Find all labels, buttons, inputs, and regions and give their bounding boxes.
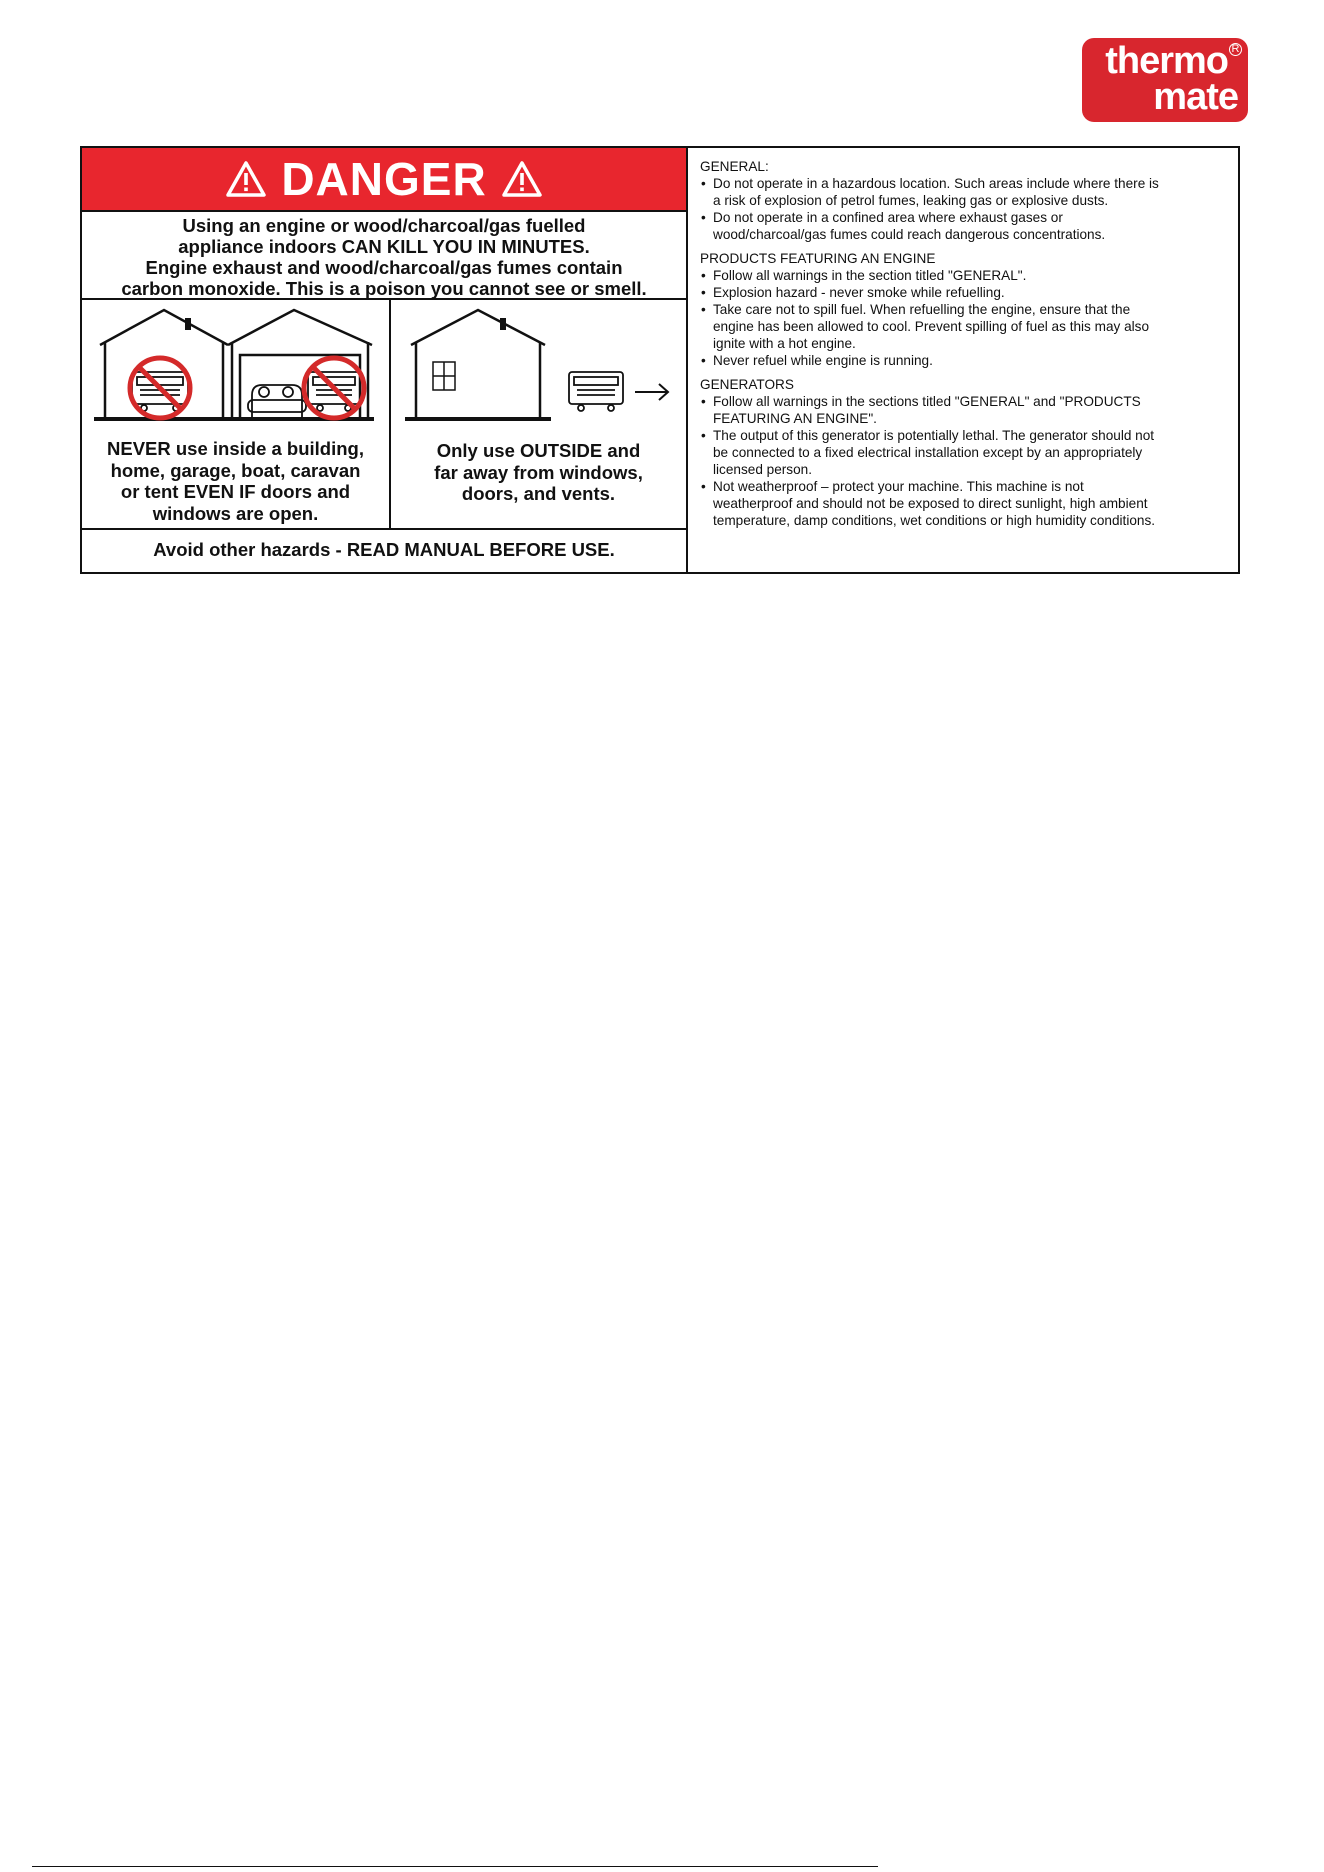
caption-line: NEVER use inside a building, <box>107 438 364 459</box>
outdoor-use-pictogram <box>391 300 686 430</box>
danger-panel <box>82 148 688 572</box>
section-title-general: GENERAL: <box>700 159 769 174</box>
bullet-line: weatherproof and should not be exposed to direct sunlight, high ambient <box>713 496 1148 511</box>
section-title-engine: PRODUCTS FEATURING AN ENGINE <box>700 251 936 266</box>
bullet-item <box>700 267 1228 284</box>
logo-line-1: thermo <box>1105 40 1228 82</box>
caption-line: home, garage, boat, caravan <box>110 459 361 481</box>
bullet-line: • Not weatherproof – protect your machine. This machine is not <box>713 479 1084 494</box>
bullet-line: engine has been allowed to cool. Prevent spilling of fuel as this may also <box>713 319 1150 334</box>
bullet-line: a risk of explosion of petrol fumes, leaking gas or explosive dusts. <box>713 193 1109 208</box>
sofa-icon <box>248 385 306 418</box>
warning-triangle-icon <box>225 160 267 198</box>
warning-line: appliance indoors CAN KILL YOU IN MINUTES. <box>178 236 590 257</box>
bullet-line: • Explosion hazard - never smoke while refuelling. <box>713 285 1005 300</box>
page-bottom-rule <box>32 1866 878 1867</box>
window-icon <box>433 362 455 390</box>
indoor-prohibition-pictogram <box>82 300 389 430</box>
caption-line: doors, and vents. <box>461 483 616 504</box>
bullet-line: • Do not operate in a hazardous location. Such areas include where there is <box>713 176 1159 191</box>
caption-line: or tent EVEN IF doors and <box>120 481 351 502</box>
caption-line: Only use OUTSIDE and <box>436 440 641 461</box>
bullet-line: ignite with a hot engine. <box>713 336 856 351</box>
bullet-item <box>700 427 1228 478</box>
bullet-item <box>700 352 1228 369</box>
warning-triangle-icon <box>501 160 543 198</box>
bullet-item <box>700 301 1228 352</box>
bullet-item <box>700 393 1228 427</box>
warning-line: carbon monoxide. This is a poison you cannot see or smell. <box>121 278 647 299</box>
bullet-line: be connected to a fixed electrical installation except by an appropriately <box>713 445 1143 460</box>
registered-mark: R <box>1229 43 1242 56</box>
house-icon <box>100 310 228 418</box>
bullet-item <box>700 284 1228 301</box>
bullet-line: • The output of this generator is potentially lethal. The generator should not <box>713 428 1155 443</box>
bullet-line: wood/charcoal/gas fumes could reach dangerous concentrations. <box>713 227 1106 242</box>
bullet-line: FEATURING AN ENGINE". <box>713 411 877 426</box>
danger-banner <box>82 148 686 210</box>
bullet-item <box>700 175 1228 209</box>
outdoor-use-caption <box>391 440 686 505</box>
pictogram-row <box>82 300 686 528</box>
warning-line: Using an engine or wood/charcoal/gas fuelled <box>182 215 586 236</box>
safety-label <box>80 146 1240 574</box>
warnings-text-panel <box>688 148 1238 572</box>
generator-icon <box>569 372 623 411</box>
read-manual-notice: Avoid other hazards - READ MANUAL BEFORE USE. <box>82 528 686 572</box>
brand-logo <box>1082 38 1248 122</box>
carbon-monoxide-warning <box>82 210 686 300</box>
danger-title: DANGER <box>281 153 487 205</box>
bullet-line: • Take care not to spill fuel. When refuelling the engine, ensure that the <box>713 302 1131 317</box>
bullet-line: temperature, damp conditions, wet conditions or high humidity conditions. <box>713 513 1156 528</box>
section-title-generators: GENERATORS <box>700 377 794 392</box>
indoor-prohibition-caption <box>82 438 389 524</box>
bullet-line: • Follow all warnings in the sections titled "GENERAL" and "PRODUCTS <box>713 394 1141 409</box>
house-icon <box>411 310 545 418</box>
prohibition-icon <box>304 358 364 418</box>
bullet-line: • Never refuel while engine is running. <box>713 353 933 368</box>
bullet-item <box>700 478 1228 529</box>
logo-line-2: mate <box>1153 76 1238 118</box>
bullet-item <box>700 209 1228 243</box>
caption-line: windows are open. <box>152 502 319 524</box>
warning-line: Engine exhaust and wood/charcoal/gas fumes contain <box>145 257 623 278</box>
bullet-line: • Do not operate in a confined area where exhaust gases or <box>713 210 1063 225</box>
indoor-prohibition-cell <box>82 300 391 528</box>
bullet-line: licensed person. <box>713 462 812 477</box>
caption-line: far away from windows, <box>434 461 643 483</box>
arrow-right-icon <box>635 384 668 400</box>
bullet-line: • Follow all warnings in the section titled "GENERAL". <box>713 268 1027 283</box>
outdoor-use-cell <box>391 300 686 528</box>
prohibition-icon <box>130 358 190 418</box>
